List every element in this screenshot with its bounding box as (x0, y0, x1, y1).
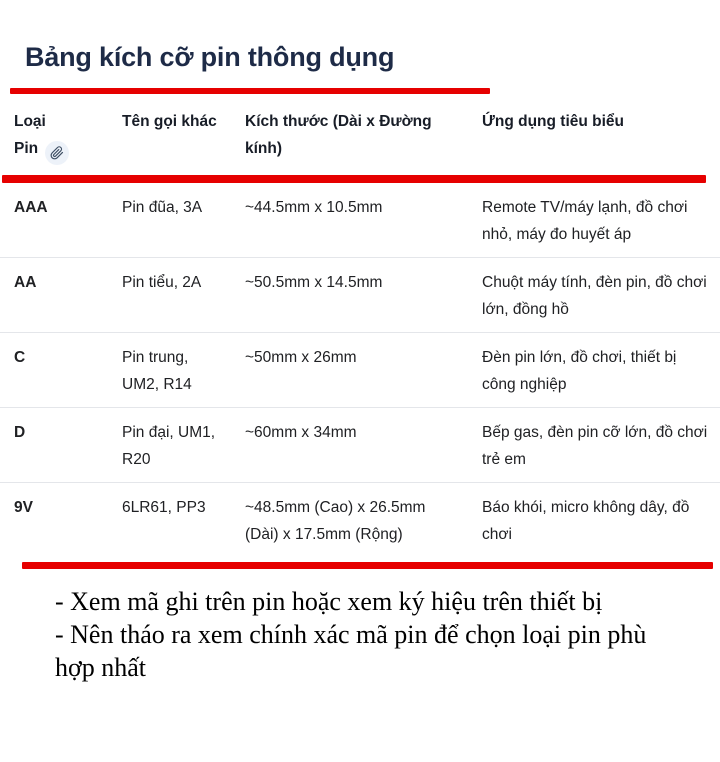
table-row-d (0, 408, 720, 483)
col-header-kich-thuoc: Kích thước (Dài x Đường kính) (245, 113, 432, 157)
col-header-ung-dung: Ứng dụng tiêu biểu (482, 113, 625, 130)
cell-type: C (14, 349, 26, 366)
footer-notes (55, 585, 680, 684)
cell-size: ~44.5mm x 10.5mm (245, 199, 383, 216)
cell-other-names: Pin đại, UM1, R20 (122, 424, 216, 468)
cell-typical-uses: Remote TV/máy lạnh, đồ chơi nhỏ, máy đo huyết áp (482, 199, 688, 243)
cell-type: 9V (14, 499, 33, 516)
cell-other-names: Pin trung, UM2, R14 (122, 349, 192, 393)
cell-type: AAA (14, 199, 48, 216)
cell-typical-uses: Đèn pin lớn, đồ chơi, thiết bị công nghiệp (482, 349, 677, 393)
page (0, 42, 720, 762)
note-line-2: - Nên tháo ra xem chính xác mã pin để chọn loại pin phù hợp nhất (55, 620, 647, 682)
table-row-aa (0, 258, 720, 333)
cell-type: D (14, 424, 26, 441)
page-title: Bảng kích cỡ pin thông dụng (25, 42, 395, 72)
cell-typical-uses: Báo khói, micro không dây, đồ chơi (482, 499, 690, 543)
cell-other-names: Pin tiểu, 2A (122, 274, 202, 291)
paperclip-icon[interactable] (45, 141, 69, 165)
cell-type: AA (14, 274, 37, 291)
table-row-9v (0, 483, 720, 562)
cell-other-names: Pin đũa, 3A (122, 199, 203, 216)
cell-size: ~60mm x 34mm (245, 424, 357, 441)
table-header-row (0, 94, 720, 175)
header-divider (2, 175, 706, 183)
cell-size: ~50mm x 26mm (245, 349, 357, 366)
cell-typical-uses: Bếp gas, đèn pin cỡ lớn, đồ chơi trẻ em (482, 424, 708, 468)
table-row-c (0, 333, 720, 408)
col-header-loai-pin (14, 108, 122, 165)
battery-size-table (0, 94, 720, 562)
table-row-aaa (0, 183, 720, 258)
cell-typical-uses: Chuột máy tính, đèn pin, đồ chơi lớn, đồng hồ (482, 274, 707, 318)
cell-size: ~48.5mm (Cao) x 26.5mm (Dài) x 17.5mm (Rộng) (245, 499, 426, 543)
table-bottom-divider (22, 562, 713, 569)
cell-size: ~50.5mm x 14.5mm (245, 274, 383, 291)
col-header-ten-goi-khac: Tên gọi khác (122, 113, 217, 130)
col-header-label: Loại Pin (14, 113, 46, 157)
cell-other-names: 6LR61, PP3 (122, 499, 206, 516)
note-line-1: - Xem mã ghi trên pin hoặc xem ký hiệu trên thiết bị (55, 587, 603, 616)
